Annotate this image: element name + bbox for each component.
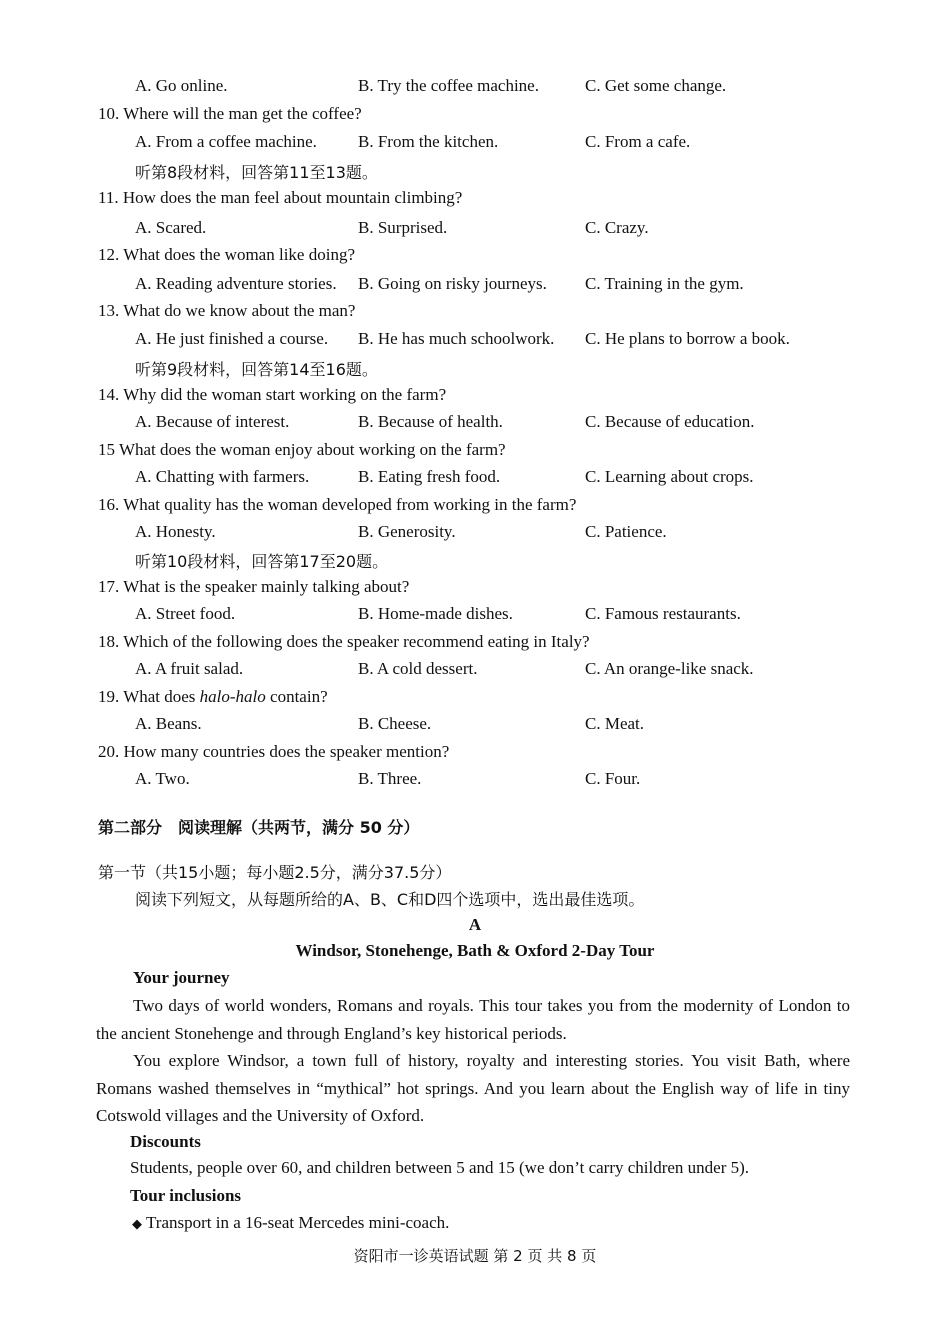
question-19-option-c: C. Meat.	[585, 714, 645, 733]
inclusion-item	[132, 1213, 449, 1233]
question-11-option-a: A. Scared.	[135, 218, 207, 237]
question-13-option-a: A. He just finished a course.	[135, 329, 329, 348]
section-2-directions: 阅读下列短文，从每题所给的A、B、C和D四个选项中，选出最佳选项。	[135, 890, 645, 909]
question-18-stem: 18. Which of the following does the speaker recommend eating in Italy?	[98, 632, 590, 651]
question-14-stem: 14. Why did the woman start working on the farm?	[98, 385, 447, 404]
question-12-option-c: C. Training in the gym.	[585, 274, 744, 293]
question-13-option-b: B. He has much schoolwork.	[358, 329, 555, 348]
question-17-option-a: A. Street food.	[135, 604, 236, 623]
question-12-option-b: B. Going on risky journeys.	[358, 274, 547, 293]
question-18-option-a: A. A fruit salad.	[135, 659, 244, 678]
q9-option-c: C. Get some change.	[585, 76, 727, 95]
question-11-option-b: B. Surprised.	[358, 218, 448, 237]
question-17-stem: 17. What is the speaker mainly talking about?	[98, 577, 410, 596]
question-17-option-b: B. Home-made dishes.	[358, 604, 513, 623]
question-20-option-c: C. Four.	[585, 769, 641, 788]
passage-letter: A	[468, 915, 482, 934]
question-19-option-a: A. Beans.	[135, 714, 202, 733]
instruction-part-9: 听第9段材料，回答第14至16题。	[135, 360, 378, 379]
instruction-part-10: 听第10段材料，回答第17至20题。	[135, 552, 389, 571]
q9-option-b: B. Try the coffee machine.	[358, 76, 539, 95]
question-16-option-c: C. Patience.	[585, 522, 667, 541]
page-footer: 资阳市一诊英语试题 第 2 页 共 8 页	[353, 1247, 597, 1265]
passage-title: Windsor, Stonehenge, Bath & Oxford 2-Day Tour	[295, 941, 655, 960]
question-18-option-b: B. A cold dessert.	[358, 659, 478, 678]
question-15-stem: 15 What does the woman enjoy about working on the farm?	[98, 440, 506, 459]
question-11-option-c: C. Crazy.	[585, 218, 649, 237]
journey-heading: Your journey	[133, 968, 230, 987]
question-10-option-a: A. From a coffee machine.	[135, 132, 317, 151]
section-2-heading: 第二部分 阅读理解（共两节，满分 50 分）	[98, 818, 420, 837]
section-2-subheading: 第一节（共15小题；每小题2.5分，满分37.5分）	[98, 863, 452, 882]
question-11-stem: 11. How does the man feel about mountain climbing?	[98, 188, 463, 207]
question-10-stem: 10. Where will the man get the coffee?	[98, 104, 362, 123]
diamond-bullet-icon: ◆	[132, 1217, 142, 1232]
question-16-option-a: A. Honesty.	[135, 522, 216, 541]
question-19-stem-term: halo-halo	[199, 687, 266, 706]
question-14-option-a: A. Because of interest.	[135, 412, 290, 431]
instruction-part-8: 听第8段材料，回答第11至13题。	[135, 163, 378, 182]
question-20-stem: 20. How many countries does the speaker mention?	[98, 742, 450, 761]
question-12-option-a: A. Reading adventure stories.	[135, 274, 337, 293]
question-16-option-b: B. Generosity.	[358, 522, 456, 541]
question-14-option-b: B. Because of health.	[358, 412, 503, 431]
question-19-stem-suffix: contain?	[265, 687, 328, 706]
question-20-option-a: A. Two.	[135, 769, 190, 788]
question-14-option-c: C. Because of education.	[585, 412, 755, 431]
question-15-option-b: B. Eating fresh food.	[358, 467, 501, 486]
question-10-option-c: C. From a cafe.	[585, 132, 691, 151]
discounts-text: Students, people over 60, and children between 5 and 15 (we don’t carry children under 5).	[130, 1158, 750, 1177]
question-15-option-c: C. Learning about crops.	[585, 467, 754, 486]
inclusion-item-text: Transport in a 16-seat Mercedes mini-coach.	[146, 1213, 450, 1232]
journey-paragraph-1: Two days of world wonders, Romans and royals. This tour takes you from the modernity of London to the ancient Stonehenge and through England’s key historical periods.	[96, 996, 850, 1043]
question-18-option-c: C. An orange-like snack.	[585, 659, 754, 678]
question-12-stem: 12. What does the woman like doing?	[98, 245, 355, 264]
question-10-option-b: B. From the kitchen.	[358, 132, 499, 151]
question-19-option-b: B. Cheese.	[358, 714, 432, 733]
q9-option-a: A. Go online.	[135, 76, 228, 95]
question-19-stem-prefix: 19. What does	[98, 687, 200, 706]
inclusions-heading: Tour inclusions	[130, 1186, 242, 1205]
question-16-stem: 16. What quality has the woman developed from working in the farm?	[98, 495, 577, 514]
question-13-stem: 13. What do we know about the man?	[98, 301, 356, 320]
question-13-option-c: C. He plans to borrow a book.	[585, 329, 790, 348]
question-17-option-c: C. Famous restaurants.	[585, 604, 741, 623]
discounts-heading: Discounts	[130, 1132, 201, 1151]
journey-paragraph-2: You explore Windsor, a town full of history, royalty and interesting stories. You visit Bath, where Romans washed themselves in “mythical” hot springs. And you learn about the English way of life in tiny Cotswold villages and the University of Oxford.	[96, 1051, 850, 1125]
question-20-option-b: B. Three.	[358, 769, 422, 788]
question-15-option-a: A. Chatting with farmers.	[135, 467, 310, 486]
question-19-stem	[98, 687, 328, 707]
